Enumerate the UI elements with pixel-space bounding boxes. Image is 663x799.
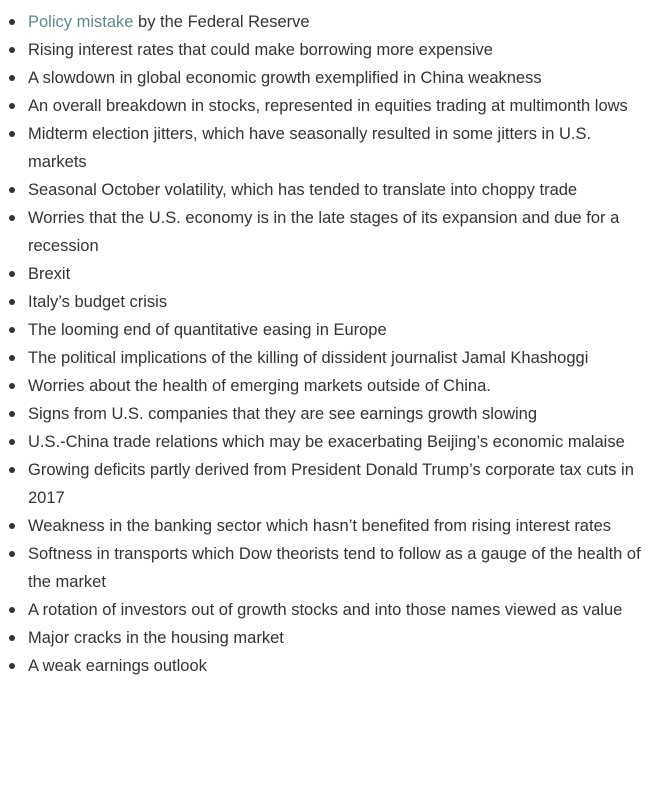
list-item — [0, 176, 663, 204]
list-item-text: Worries that the U.S. economy is in the late stages of its expansion and due for a recession — [28, 209, 620, 255]
list-item — [0, 64, 663, 92]
bullet-icon — [9, 271, 15, 277]
list-item — [0, 36, 663, 64]
list-item — [0, 260, 663, 288]
list-item — [0, 316, 663, 344]
bullet-icon — [9, 215, 15, 221]
list-item-text: An overall breakdown in stocks, represented in equities trading at multimonth lows — [28, 97, 628, 115]
list-item — [0, 344, 663, 372]
list-item-text: A slowdown in global economic growth exemplified in China weakness — [28, 69, 542, 87]
policy-mistake-link[interactable]: Policy mistake — [28, 13, 134, 31]
list-item — [0, 400, 663, 428]
list-item — [0, 204, 663, 260]
bullet-icon — [9, 299, 15, 305]
list-item-text: Brexit — [28, 265, 71, 283]
list-item-text: Growing deficits partly derived from President Donald Trump’s corporate tax cuts in 2017 — [28, 461, 634, 507]
list-item — [0, 372, 663, 400]
list-item-text: Midterm election jitters, which have seasonally resulted in some jitters in U.S. markets — [28, 125, 592, 171]
list-item-text: Weakness in the banking sector which hasn’t benefited from rising interest rates — [28, 517, 611, 535]
list-item-text: U.S.-China trade relations which may be exacerbating Beijing’s economic malaise — [28, 433, 625, 451]
bullet-icon — [9, 131, 15, 137]
list-item-text: The political implications of the killing of dissident journalist Jamal Khashoggi — [28, 349, 589, 367]
list-item — [0, 652, 663, 680]
list-item — [0, 288, 663, 316]
bullet-icon — [9, 19, 15, 25]
list-item-text: Italy’s budget crisis — [28, 293, 168, 311]
bullet-icon — [9, 103, 15, 109]
bullet-icon — [9, 327, 15, 333]
bullet-icon — [9, 383, 15, 389]
list-item-text: Worries about the health of emerging markets outside of China. — [28, 377, 491, 395]
bullet-icon — [9, 355, 15, 361]
list-item — [0, 120, 663, 176]
bullet-icon — [9, 551, 15, 557]
bullet-icon — [9, 439, 15, 445]
list-item — [0, 540, 663, 596]
list-item-text: A weak earnings outlook — [28, 657, 207, 675]
list-item — [0, 596, 663, 624]
bullet-icon — [9, 411, 15, 417]
bullet-icon — [9, 607, 15, 613]
list-item-text: Major cracks in the housing market — [28, 629, 284, 647]
list-item-text: Seasonal October volatility, which has tended to translate into choppy trade — [28, 181, 578, 199]
list-item — [0, 8, 663, 36]
bullet-icon — [9, 467, 15, 473]
list-item-text: by the Federal Reserve — [133, 13, 310, 31]
list-item-text: Rising interest rates that could make borrowing more expensive — [28, 41, 493, 59]
list-item — [0, 624, 663, 652]
list-item-text: Signs from U.S. companies that they are see earnings growth slowing — [28, 405, 538, 423]
list-item — [0, 456, 663, 512]
list-item — [0, 428, 663, 456]
bullet-icon — [9, 75, 15, 81]
list-item-text: A rotation of investors out of growth stocks and into those names viewed as value — [28, 601, 623, 619]
bullet-icon — [9, 663, 15, 669]
list-item-text: Softness in transports which Dow theorists tend to follow as a gauge of the health of the market — [28, 545, 641, 591]
bullet-icon — [9, 47, 15, 53]
list-item-text: The looming end of quantitative easing in Europe — [28, 321, 387, 339]
bullet-icon — [9, 635, 15, 641]
bullet-icon — [9, 523, 15, 529]
list-item — [0, 512, 663, 540]
bullet-icon — [9, 187, 15, 193]
list-item — [0, 92, 663, 120]
